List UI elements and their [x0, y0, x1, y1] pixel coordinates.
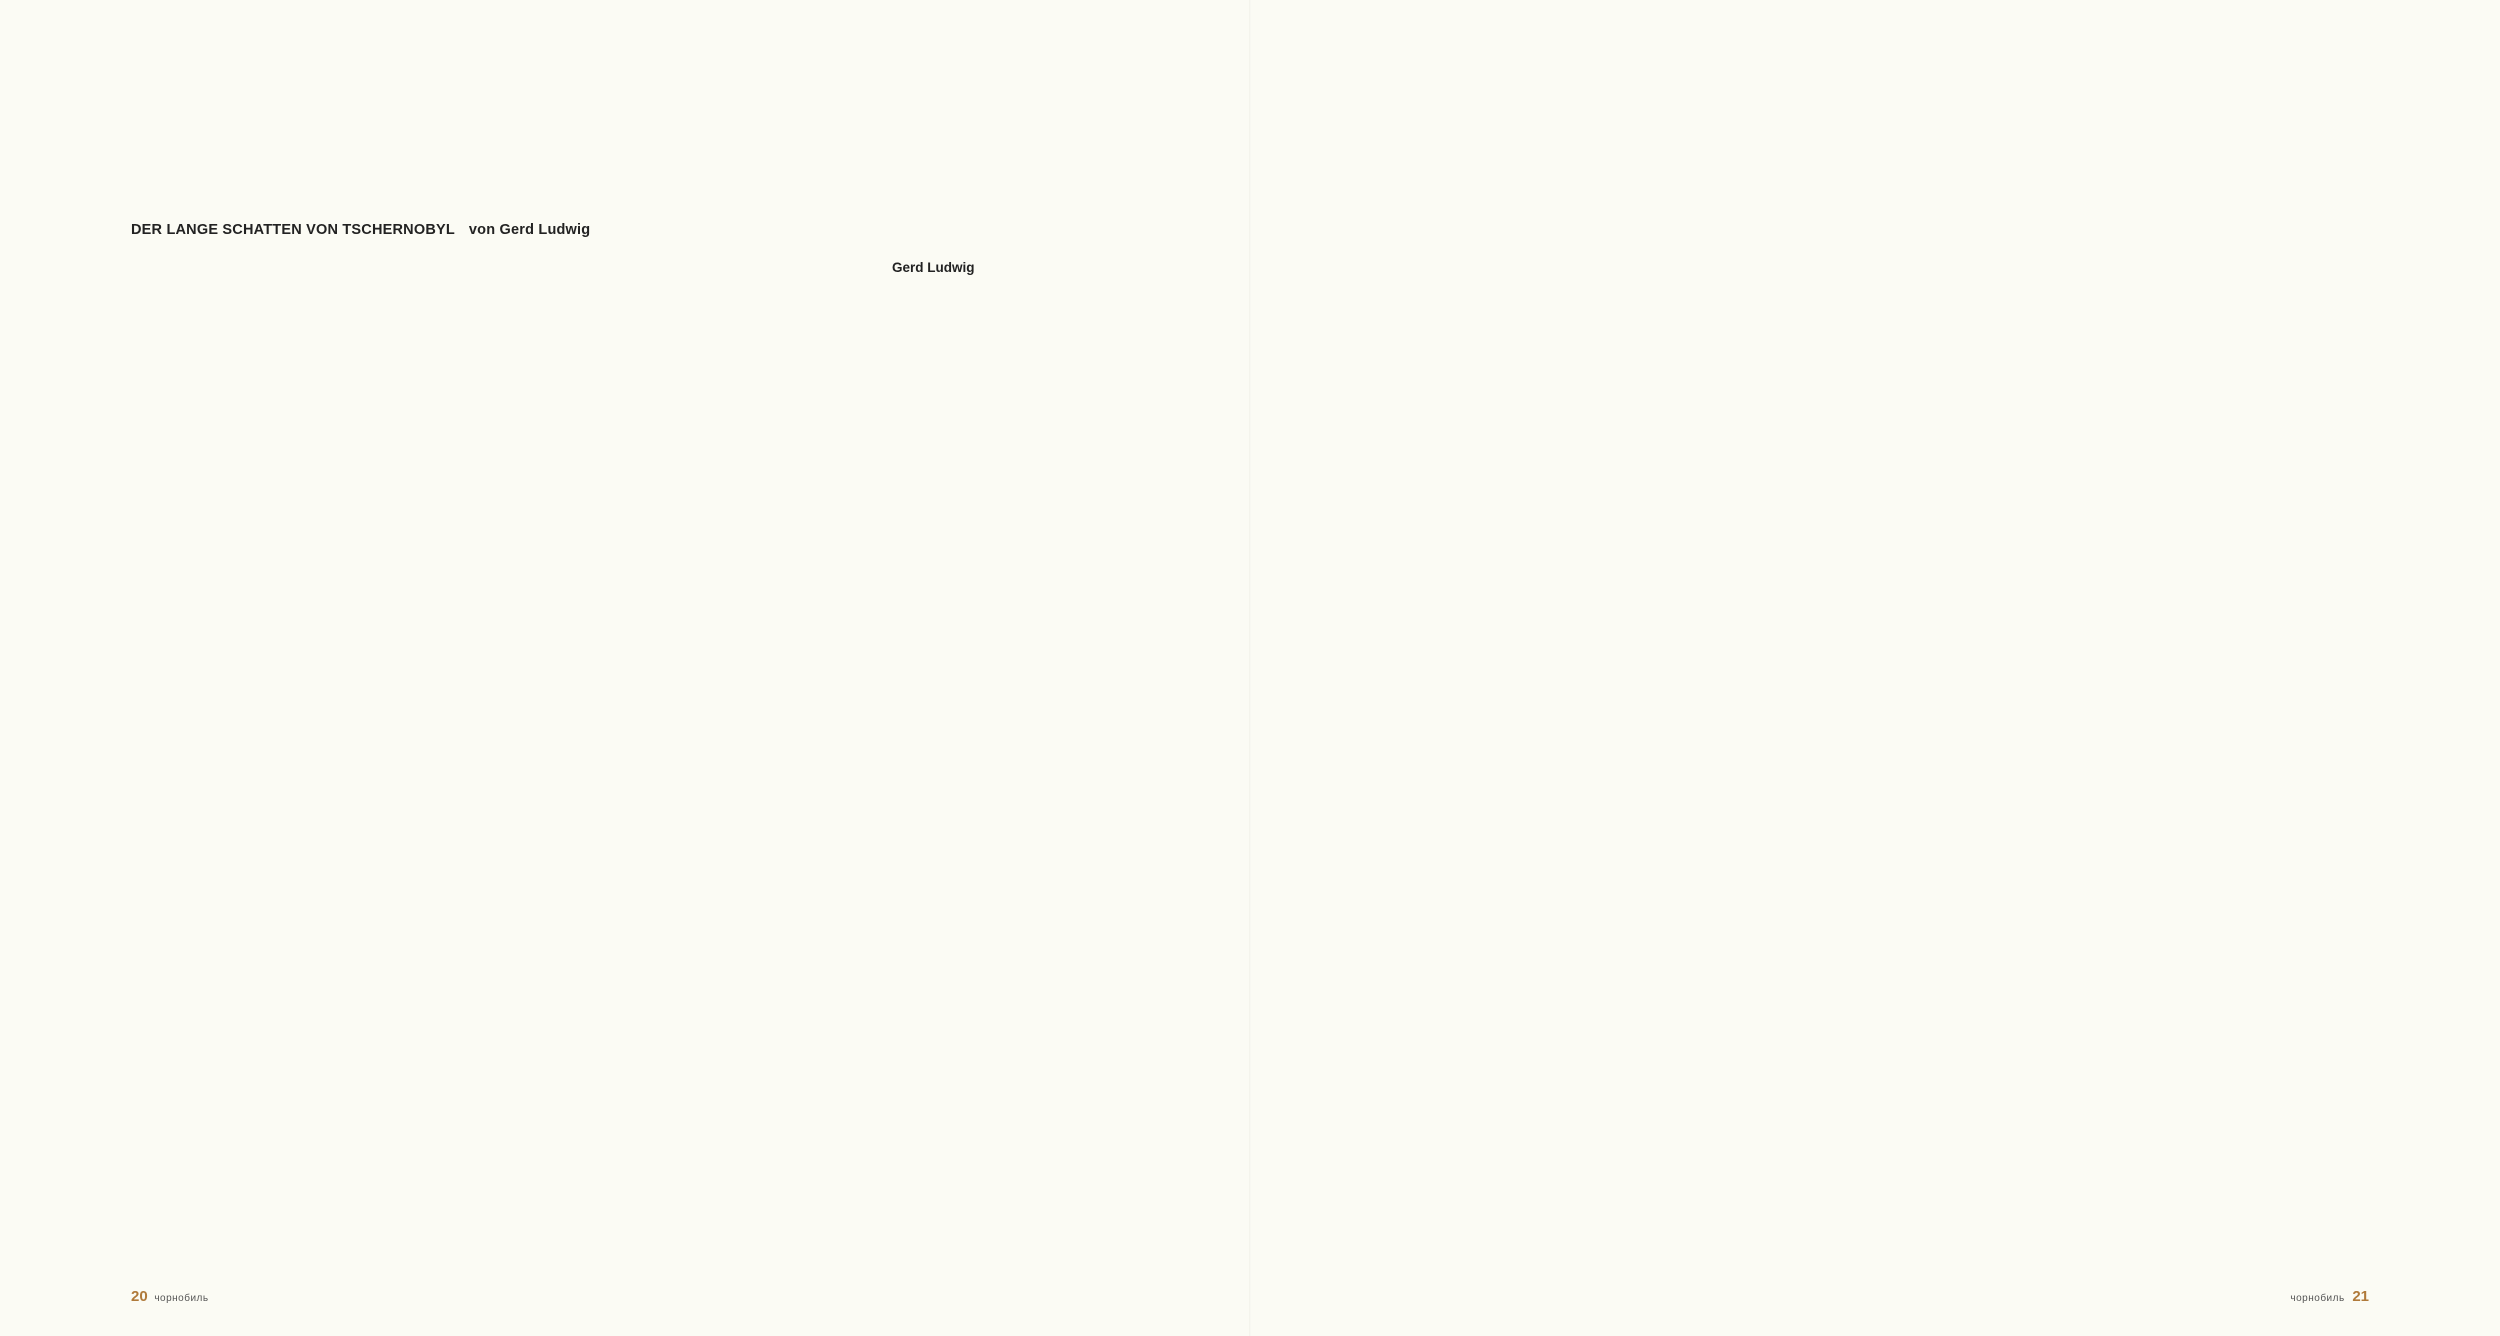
author-bio-column [892, 259, 1164, 1159]
body-column-right [1651, 259, 2183, 1159]
article-heading [131, 222, 590, 238]
folio-left [131, 1288, 209, 1305]
page-number-left: 20 [131, 1288, 148, 1305]
page-gutter [1249, 0, 1251, 1336]
bio-name: Gerd Ludwig [892, 260, 975, 275]
body-column-left [318, 259, 850, 1159]
article-byline: von Gerd Ludwig [468, 222, 591, 238]
folio-word-left: чорнобиль [154, 1293, 209, 1304]
article-title: DER LANGE SCHATTEN VON TSCHERNOBYL [131, 222, 455, 238]
folio-right [2290, 1288, 2369, 1305]
folio-word-right: чорнобиль [2290, 1293, 2345, 1304]
page-number-right: 21 [2352, 1288, 2369, 1305]
